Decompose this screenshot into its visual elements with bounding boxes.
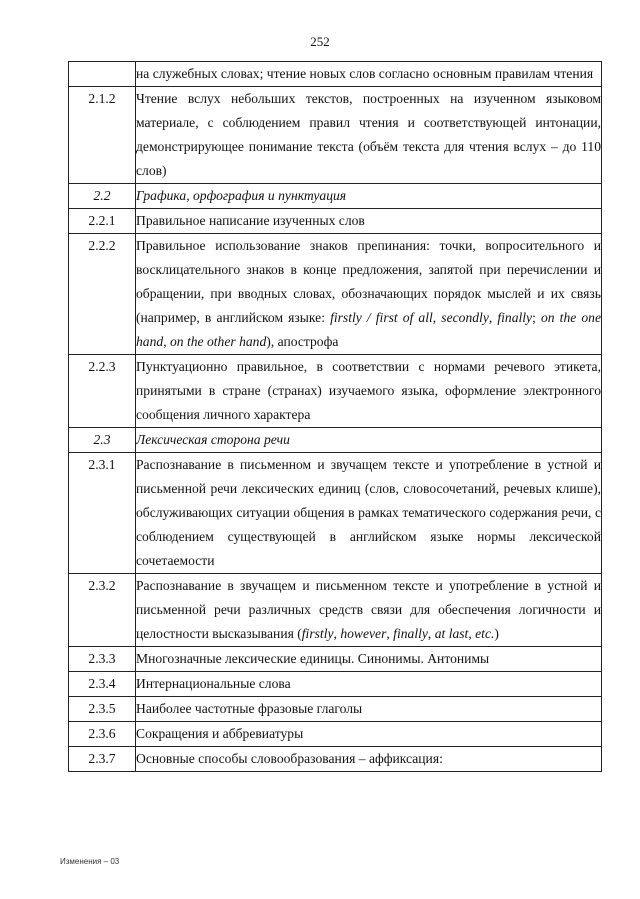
row-text: Сокращения и аббревиатуры — [136, 722, 602, 747]
italic-term: secondly — [441, 310, 489, 325]
row-text: на служебных словах; чтение новых слов согласно основным правилам чтения — [136, 62, 602, 87]
row-code: 2.2.1 — [69, 209, 136, 234]
text-segment: ) — [494, 626, 499, 641]
italic-term: firstly — [301, 626, 334, 641]
text-segment: , — [468, 626, 476, 641]
row-code — [69, 62, 136, 87]
row-text: Правильное написание изученных слов — [136, 209, 602, 234]
text-segment: ; — [532, 310, 541, 325]
row-code: 2.1.2 — [69, 87, 136, 184]
row-code: 2.2.3 — [69, 355, 136, 428]
row-code: 2.3.4 — [69, 672, 136, 697]
row-code: 2.2 — [69, 184, 136, 209]
table-row — [69, 355, 602, 428]
content-table — [68, 61, 602, 772]
table-row — [69, 722, 602, 747]
text-segment: Распознавание в звучащем и письменном тексте и употребление в устной и письменной речи различных средств связи для обеспечения логичности и целостности высказывания ( — [136, 578, 601, 641]
table-row — [69, 62, 602, 87]
text-segment: , — [432, 310, 442, 325]
row-code: 2.3.7 — [69, 747, 136, 772]
table-row — [69, 697, 602, 722]
row-code: 2.3.2 — [69, 574, 136, 647]
row-code: 2.3.1 — [69, 453, 136, 574]
text-segment: ), апострофа — [266, 334, 339, 349]
table-row — [69, 647, 602, 672]
row-text: Лексическая сторона речи — [136, 428, 602, 453]
table-row — [69, 87, 602, 184]
text-segment: , — [333, 626, 341, 641]
table-row — [69, 574, 602, 647]
footer-note: Изменения – 03 — [60, 857, 120, 866]
row-code: 2.3.5 — [69, 697, 136, 722]
italic-term: finally — [393, 626, 428, 641]
text-segment: , — [163, 334, 170, 349]
table-body — [69, 62, 602, 772]
text-segment: , — [488, 310, 498, 325]
section-row — [69, 184, 602, 209]
row-text: Чтение вслух небольших текстов, построенных на изученном языковом материале, с соблюдением правил чтения и соответствующей интонации, демонстрирующее понимание текста (объём текста для чтения вслух – до 110 слов) — [136, 87, 602, 184]
text-segment: , — [386, 626, 394, 641]
row-code: 2.2.2 — [69, 234, 136, 355]
italic-term: on the other hand — [169, 334, 267, 349]
row-text: Пунктуационно правильное, в соответствии с нормами речевого этикета, принятыми в стране (странах) изучаемого языка, оформление электронного сообщения личного характера — [136, 355, 602, 428]
row-text: Графика, орфография и пунктуация — [136, 184, 602, 209]
table-row — [69, 234, 602, 355]
italic-term: firstly / first of all — [330, 310, 433, 325]
table-row — [69, 747, 602, 772]
table-row — [69, 453, 602, 574]
row-text: Интернациональные слова — [136, 672, 602, 697]
row-text: Основные способы словообразования – аффиксация: — [136, 747, 602, 772]
italic-term: at last — [434, 626, 469, 641]
italic-term: on the one hand — [136, 310, 601, 349]
row-code: 2.3.6 — [69, 722, 136, 747]
italic-term: etc. — [475, 626, 495, 641]
row-text — [136, 234, 602, 355]
row-text — [136, 574, 602, 647]
page-number: 252 — [310, 34, 330, 49]
section-row — [69, 428, 602, 453]
table-row — [69, 672, 602, 697]
italic-term: finally — [497, 310, 533, 325]
row-text: Наиболее частотные фразовые глаголы — [136, 697, 602, 722]
text-segment: , — [427, 626, 435, 641]
table-row — [69, 209, 602, 234]
text-segment: Правильное использование знаков препинания: точки, вопросительного и восклицательного знаков в конце предложения, запятой при перечислении и обращении, при вводных словах, обозначающих порядок мыслей и их связь (например, в английском языке: — [136, 238, 601, 325]
row-code: 2.3 — [69, 428, 136, 453]
row-code: 2.3.3 — [69, 647, 136, 672]
row-text: Многозначные лексические единицы. Синонимы. Антонимы — [136, 647, 602, 672]
italic-term: however — [340, 626, 387, 641]
row-text: Распознавание в письменном и звучащем тексте и употребление в устной и письменной речи лексических единиц (слов, словосочетаний, речевых клише), обслуживающих ситуации общения в рамках тематического содержания речи, с соблюдением существующей в английском языке нормы лексической сочетаемости — [136, 453, 602, 574]
